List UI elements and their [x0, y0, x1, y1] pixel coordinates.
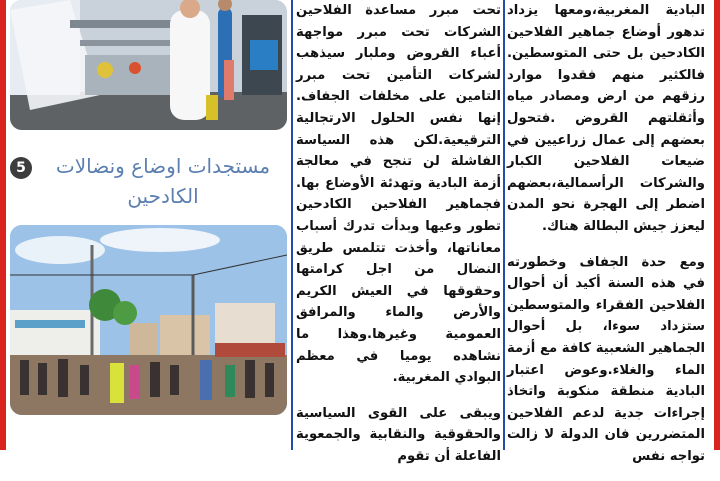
- page-border-right: [714, 0, 720, 450]
- photo-workers-lab: [10, 0, 287, 130]
- photo-workers-lab-drawing: [10, 0, 287, 130]
- column-rule-right: [503, 0, 505, 450]
- right-paragraph-2: ومع حدة الجفاف وخطورته في هذه السنة أكيد أن أحوال الفلاحين الفقراء والمتوسطين ستزداد سوءا، بل أحوال الجماهير الشعبية كافة مع أزمة الماء والغلاء.وعوض اعتبار البادية منطقة منكوبة واتخاذ إجراءات جدية لدعم الفلاحين المتضررين فان الدولة لا زالت تواجه نفس: [507, 254, 705, 464]
- photo-rural-market: [10, 225, 287, 415]
- related-article-heading[interactable]: [10, 145, 287, 213]
- middle-paragraph-2: ويبقى على القوى السياسية والحقوقية والنقابية والجمعوية الفاعلة أن تقوم: [296, 405, 501, 464]
- photo-rural-market-drawing: [10, 225, 287, 415]
- middle-paragraph-1: تحت مبرر مساعدة الفلاحين الشركات تحت مبرر مواجهة أعباء القروض وملبار سيذهب لشركات التأمين تحت مبرر التامين على مخلفات الجفاف. إنها نفس الحلول الارتجالية الترقيعية.لكن هذه السياسة الفاشلة لن تنجح في معالجة أزمة البادية وتهدئة الأوضاع بها. فجماهير الفلاحين الكادحين تطور وعيها وبدأت تدرك أسباب معاناتها، وأخذت تتلمس طريق النضال من اجل كرامتها وحقوقها في العيش الكريم والأرض والماء والمرافق العمومية وغيرها.وهذا ما نشاهده يوميا في معظم البوادي المغربية.: [296, 3, 501, 386]
- article-column-middle: [296, 0, 501, 481]
- article-column-right: [507, 0, 705, 481]
- article-number-badge: 5: [10, 157, 32, 179]
- page-border-left: [0, 0, 6, 450]
- related-article-title[interactable]: مستجدات اوضاع ونضالات الكادحين: [55, 154, 271, 208]
- right-paragraph-1: البادية المغربية،ومعها يزداد تدهور أوضاع جماهير الفلاحين الكادحين بل حتى المتوسطين. فالكثير منهم فقدوا موارد رزقهم من ارض ومصادر مياه وأثقلتهم القروض .فتحول بعضهم إلى عمال زراعيين في ضيعات الفلاحين الكبار والشركات الرأسمالية،بعضهم اضطر إلى الهجرة نحو المدن ليعزز جيش البطالة هناك.: [507, 3, 705, 234]
- column-rule-left: [291, 0, 293, 450]
